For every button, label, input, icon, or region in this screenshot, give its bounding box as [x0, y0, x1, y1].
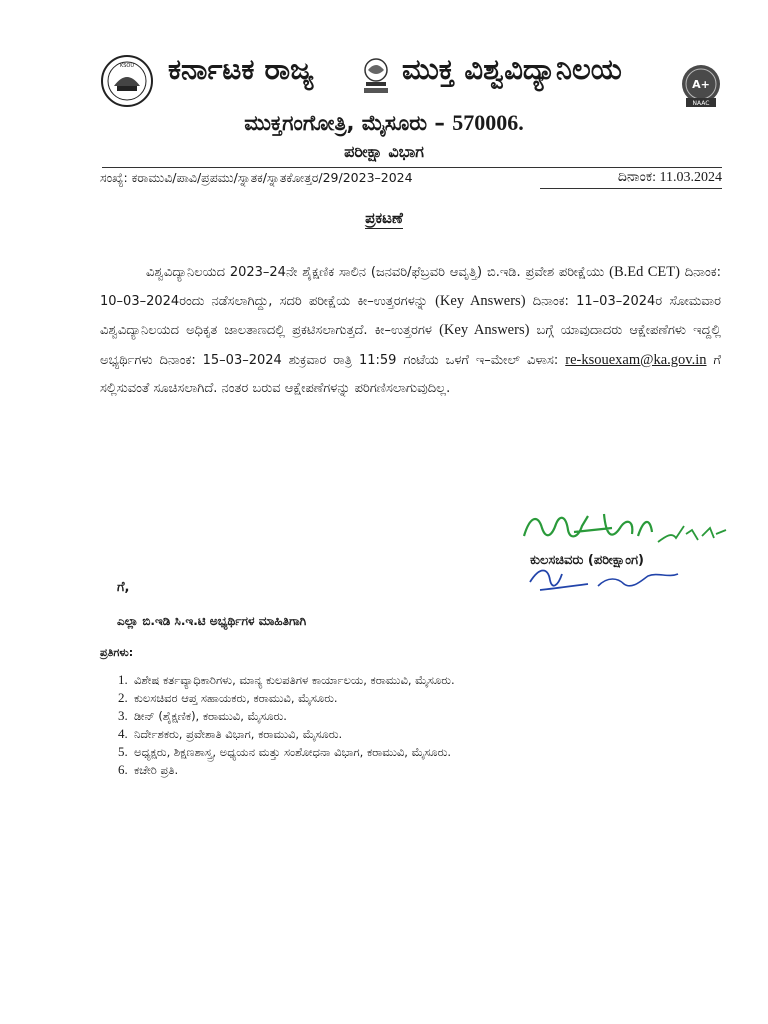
- svg-text:KSOU: KSOU: [119, 63, 135, 69]
- university-title-part1: ಕರ್ನಾಟಕ ರಾಜ್ಯ: [168, 52, 314, 86]
- copy-number: 4.: [118, 726, 128, 741]
- to-label: ಗೆ,: [117, 580, 130, 595]
- state-emblem-icon: [358, 56, 394, 98]
- date-underline: [540, 188, 722, 189]
- list-item: [118, 689, 455, 707]
- copy-text: ಅಧ್ಯಕ್ಷರು, ಶಿಕ್ಷಣಶಾಸ್ತ್ರ, ಅಧ್ಯಯನ ಮತ್ತು ಸಂಶೋಧನಾ ವಿಭಾಗ, ಕರಾಮುವಿ, ಮೈಸೂರು.: [134, 745, 452, 759]
- notice-heading-text: ಪ್ರಕಟಣೆ: [365, 209, 403, 227]
- list-item: [118, 743, 455, 761]
- registrar-designation: ಕುಲಸಚಿವರು (ಪರೀಕ್ಷಾಂಗ): [530, 553, 644, 568]
- copy-text: ಕುಲಸಚಿವರ ಆಪ್ತ ಸಹಾಯಕರು, ಕರಾಮುವಿ, ಮೈಸೂರು.: [134, 691, 338, 705]
- copy-text: ಡೀನ್ (ಶೈಕ್ಷಣಿಕ), ಕರಾಮುವಿ, ಮೈಸೂರು.: [134, 709, 287, 723]
- copy-text: ಕಚೇರಿ ಪ್ರತಿ.: [134, 763, 179, 777]
- body-part4: ಬಗ್ಗೆ ಯಾವುದಾದರು ಆಕ್ಷೇಪಣೆಗಳು ಇದ್ದಲ್ಲಿ ಅಭ್ಯರ್ಥಿಗಳು ದಿನಾಂಕ: 15–03–2024 ಶುಕ್ರವಾರ ರಾತ್ರಿ 11:59 ಗಂಟೆಯ ಒಳಗೆ ಇ–ಮೇಲ್ ವಿಳಾಸ:: [100, 323, 722, 368]
- copy-number: 3.: [118, 708, 128, 723]
- svg-text:NAAC: NAAC: [692, 100, 710, 107]
- list-item: [118, 671, 455, 689]
- body-en3: (Key Answers): [439, 322, 530, 339]
- copies-list: [118, 671, 455, 779]
- header-divider: [102, 167, 722, 168]
- pincode: 570006.: [452, 110, 524, 135]
- list-item: [118, 761, 455, 779]
- copy-number: 5.: [118, 744, 128, 759]
- body-part1: ವಿಶ್ವವಿದ್ಯಾನಿಲಯದ 2023–24ನೇ ಶೈಕ್ಷಣಿಕ ಸಾಲಿನ (ಜನವರಿ/ಫೆಬ್ರವರಿ ಆವೃತ್ತಿ) ಬಿ.ಇಡಿ. ಪ್ರವೇಶ ಪರೀಕ್ಷೆಯು: [146, 265, 605, 280]
- naac-badge-icon: [676, 62, 726, 110]
- reference-line: [100, 170, 722, 189]
- reference-date: ದಿನಾಂಕ: 11.03.2024: [617, 170, 722, 185]
- copy-number: 6.: [118, 762, 128, 777]
- notice-heading: [0, 209, 768, 227]
- body-en1: (B.Ed CET): [609, 264, 680, 280]
- university-title-part2: ಮುಕ್ತ ವಿಶ್ವವಿದ್ಯಾನಿಲಯ: [402, 52, 622, 86]
- copy-number: 1.: [118, 672, 128, 687]
- recipients: ಎಲ್ಲಾ ಬಿ.ಇಡಿ ಸಿ.ಇ.ಟಿ ಅಭ್ಯರ್ಥಿಗಳ ಮಾಹಿತಿಗಾಗಿ: [117, 614, 307, 628]
- copies-label: ಪ್ರತಿಗಳು:: [100, 646, 134, 659]
- university-logo: [100, 54, 154, 108]
- university-address: [0, 110, 768, 136]
- address-text: ಮುಕ್ತಗಂಗೋತ್ರಿ, ಮೈಸೂರು –: [244, 111, 445, 135]
- body-en2: (Key Answers): [435, 293, 526, 310]
- copy-number: 2.: [118, 690, 128, 705]
- list-item: [118, 725, 455, 743]
- department-name: ಪರೀಕ್ಷಾ ವಿಭಾಗ: [344, 142, 424, 161]
- notice-body: [100, 258, 721, 403]
- exam-email-link[interactable]: re-ksouexam@ka.gov.in: [565, 351, 707, 368]
- body-part2: ದಿನಾಂಕ: 10–03–2024ರಂದು ನಡೆಸಲಾಗಿದ್ದು, ಸದರಿ ಪರೀಕ್ಷೆಯ ಕೀ–ಉತ್ತರಗಳನ್ನು: [100, 265, 721, 310]
- copy-text: ವಿಶೇಷ ಕರ್ತವ್ಯಾಧಿಕಾರಿಗಳು, ಮಾನ್ಯ ಕುಲಪತಿಗಳ ಕಾರ್ಯಾಲಯ, ಕರಾಮುವಿ, ಮೈಸೂರು.: [134, 673, 455, 687]
- body-part5: ಗೆ ಸಲ್ಲಿಸುವಂತೆ ಸೂಚಿಸಲಾಗಿದೆ. ನಂತರ ಬರುವ ಆಕ್ಷೇಪಣೆಗಳನ್ನು ಪರಿಗಣಿಸಲಾಗುವುದಿಲ್ಲ.: [100, 352, 721, 396]
- svg-text:A+: A+: [692, 78, 710, 91]
- body-part3: ದಿನಾಂಕ: 11–03–2024ರ ಸೋಮವಾರ ವಿಶ್ವವಿದ್ಯಾನಿಲಯದ ಅಧಿಕೃತ ಜಾಲತಾಣದಲ್ಲಿ ಪ್ರಕಟಿಸಲಾಗುತ್ತದೆ. ಕೀ–ಉತ್ತರಗಳ: [100, 294, 722, 339]
- reference-number: ಸಂಖ್ಯೆ: ಕರಾಮುವಿ/ಪಾವಿ/ಪ್ರಪಮು/ಸ್ನಾತಕ/ಸ್ನಾತಕೋತ್ತರ/29/2023–2024: [100, 170, 413, 185]
- handwritten-signature: [516, 506, 736, 554]
- copy-text: ನಿರ್ದೇಶಕರು, ಪ್ರವೇಶಾತಿ ವಿಭಾಗ, ಕರಾಮುವಿ, ಮೈಸೂರು.: [134, 727, 343, 741]
- list-item: [118, 707, 455, 725]
